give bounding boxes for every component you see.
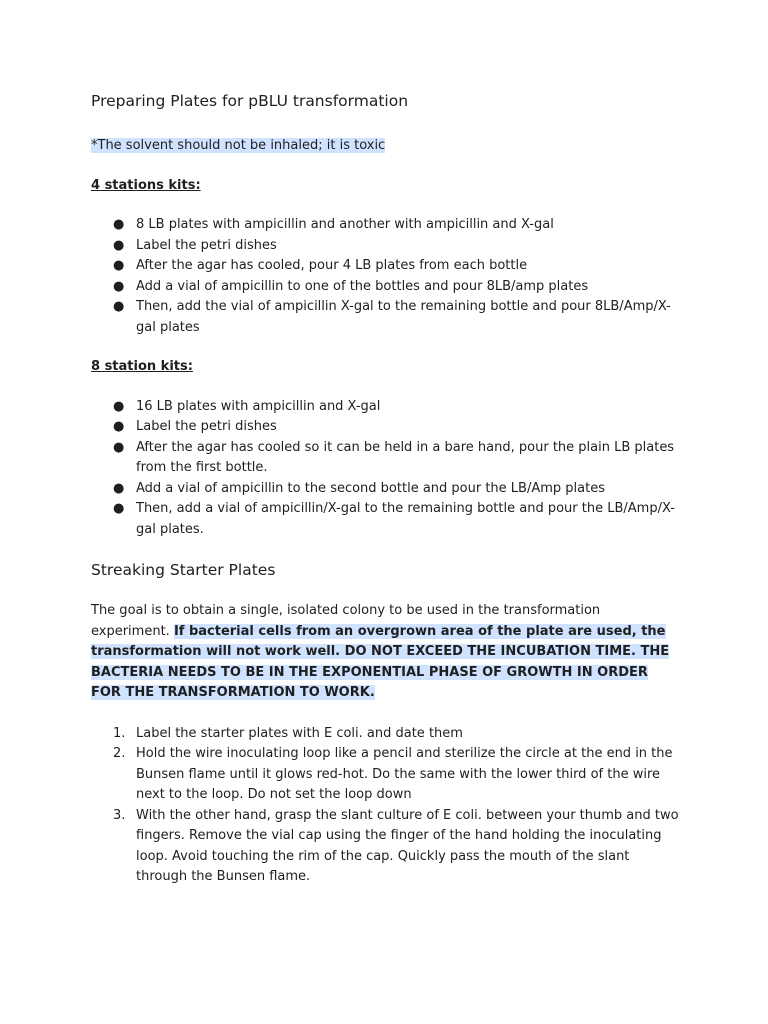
solvent-warning-text: *The solvent should not be inhaled; it is toxic xyxy=(91,138,386,153)
step-item: 3. With the other hand, grasp the slant culture of E coli. between your thumb and two fingers. Remove the vial cap using the finger of the hand holding the inoculating loop. Avoid touching the rim of the cap. Quickly pass the mouth of the slant through the Bunsen flame. xyxy=(113,807,679,884)
document-body xyxy=(91,88,681,888)
list-item: ● After the agar has cooled so it can be held in a bare hand, pour the plain LB plates from the first bottle. xyxy=(113,439,675,475)
title-preparing-plates: Preparing Plates for pBLU transformation xyxy=(91,92,409,110)
list-item: ● Add a vial of ampicillin to one of the bottles and pour 8LB/amp plates xyxy=(91,277,681,298)
goal-paragraph xyxy=(91,601,681,704)
list-8-stations xyxy=(91,397,681,541)
heading-8-stations: 8 station kits: xyxy=(91,359,193,374)
bullet-icon: ● xyxy=(113,217,125,232)
step-number: 2. xyxy=(113,746,126,761)
list-item: ● Label the petri dishes xyxy=(91,417,681,438)
heading-4-stations: 4 stations kits: xyxy=(91,177,201,193)
bullet-icon: ● xyxy=(113,278,125,294)
list-item: ● 16 LB plates with ampicillin and X-gal xyxy=(91,397,681,418)
step-item: 1. Label the starter plates with E coli. and date them xyxy=(91,724,681,745)
list-item: ● Then, add the vial of ampicillin X-gal to the remaining bottle and pour 8LB/Amp/X-gal plates xyxy=(113,299,671,335)
bullet-icon: ● xyxy=(113,480,125,496)
step-item: 2. Hold the wire inoculating loop like a pencil and sterilize the circle at the end in the Bunsen flame until it glows red-hot. Do the same with the lower third of the wire next to the loop. Do not set the loop down xyxy=(113,746,673,802)
streaking-steps xyxy=(91,724,681,888)
list-item: ● After the agar has cooled, pour 4 LB plates from each bottle xyxy=(91,256,681,277)
title-streaking-starter-plates: Streaking Starter Plates xyxy=(91,561,276,579)
bullet-icon: ● xyxy=(113,501,125,516)
step-number: 3. xyxy=(113,807,126,823)
bullet-icon: ● xyxy=(113,299,125,314)
bullet-icon: ● xyxy=(113,258,125,273)
bullet-icon: ● xyxy=(113,237,125,253)
solvent-warning xyxy=(91,136,681,157)
goal-bold-warning: If bacterial cells from an overgrown area of the plate are used, the transformation will not work well. xyxy=(91,623,666,659)
list-item: ● Then, add a vial of ampicillin/X-gal to the remaining bottle and pour the LB/Amp/X-gal plates. xyxy=(113,501,675,537)
bullet-icon: ● xyxy=(113,419,125,434)
step-number: 1. xyxy=(113,725,126,741)
goal-plain-text: The goal is to obtain a single, isolated colony to be used in the transformation experiment. xyxy=(91,603,601,639)
list-item: ● Label the petri dishes xyxy=(91,236,681,257)
list-item: ● 8 LB plates with ampicillin and another with ampicillin and X-gal xyxy=(91,215,681,236)
goal-caps-warning: DO NOT EXCEED THE INCUBATION TIME. THE BACTERIA NEEDS TO BE IN THE EXPONENTIAL PHASE OF GROWTH IN ORDER FOR THE TRANSFORMATION TO WORK. xyxy=(91,644,670,700)
list-4-stations xyxy=(91,215,681,338)
bullet-icon: ● xyxy=(113,398,125,414)
bullet-icon: ● xyxy=(113,439,125,455)
list-item: ● Add a vial of ampicillin to the second bottle and pour the LB/Amp plates xyxy=(91,479,681,500)
